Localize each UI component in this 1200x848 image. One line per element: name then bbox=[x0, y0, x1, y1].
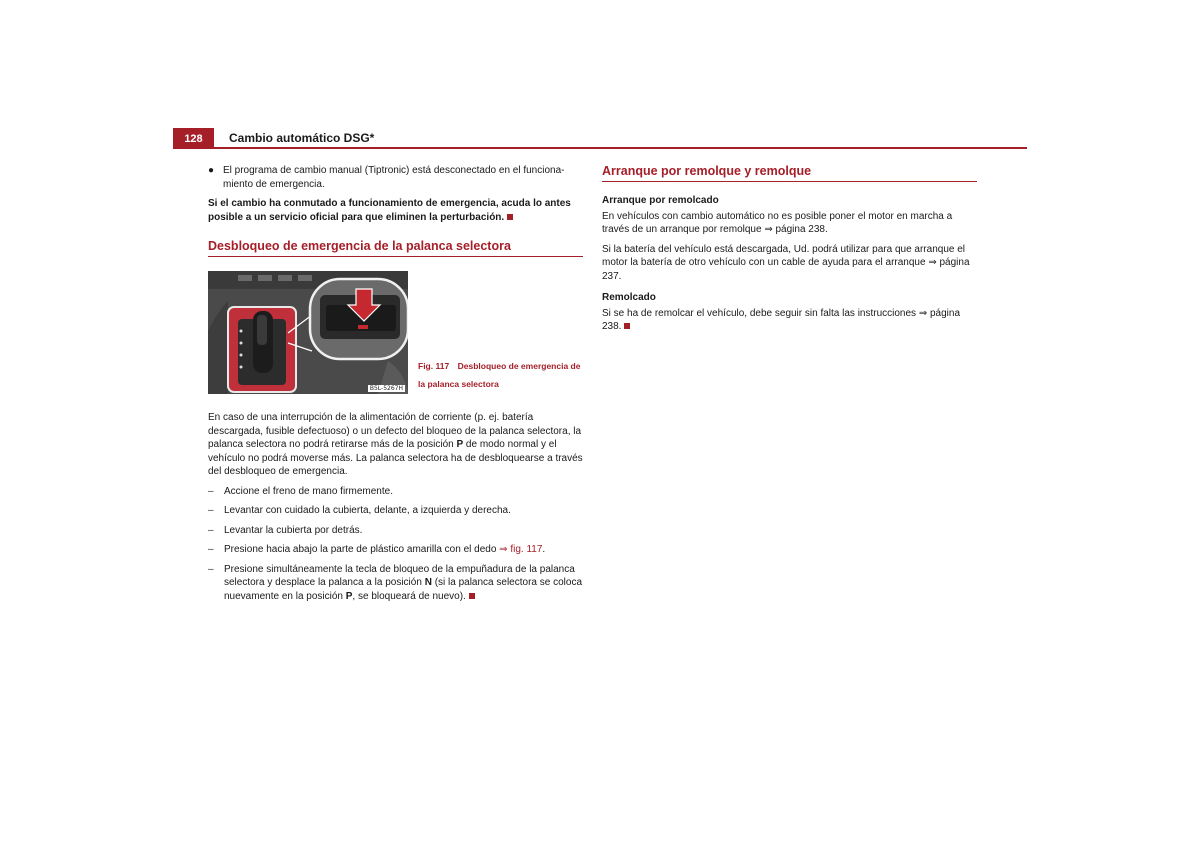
gear-selector-illustration bbox=[208, 271, 408, 394]
figure-caption bbox=[418, 356, 583, 392]
figure-caption-text: Desbloqueo de emergencia de la palanca selectora bbox=[418, 361, 581, 389]
step-text: Levantar la cubierta por detrás. bbox=[224, 524, 363, 536]
section-heading-desbloqueo: Desbloqueo de emergencia de la palanca selectora bbox=[208, 239, 583, 257]
end-mark-icon bbox=[624, 323, 630, 329]
section-heading-arranque: Arranque por remolque y remolque bbox=[602, 164, 977, 182]
warning-text: Si el cambio ha conmutado a funcionamiento de emergencia, acuda lo antes posible a un servicio oficial para que eliminen la perturbación. bbox=[208, 198, 571, 223]
step-text: Accione el freno de mano firmemente. bbox=[224, 485, 393, 497]
step-dash: – bbox=[208, 563, 214, 575]
right-column bbox=[602, 164, 977, 334]
bullet-text: El programa de cambio manual (Tiptronic) está desconectado en el funciona-miento de emergencia. bbox=[223, 165, 565, 190]
step-dash: – bbox=[208, 505, 214, 516]
step-item bbox=[208, 543, 583, 557]
step-text: Levantar con cuidado la cubierta, delante, a izquierda y derecha. bbox=[224, 505, 511, 516]
subheading-remolcado: Remolcado bbox=[602, 292, 656, 303]
bullet-item bbox=[208, 164, 583, 191]
page-number: 128 bbox=[173, 128, 214, 148]
bullet-icon: ● bbox=[208, 165, 215, 176]
figure-reference-link[interactable]: ⇒ fig. 117 bbox=[499, 544, 543, 555]
step-text: Presione simultáneamente la tecla de bloqueo de la empuñadura de la palanca selectora y desplace la palanca a la posición N (si la palanca selectora se coloca nuevamente en la posición P, se bloqueará de nuevo). bbox=[224, 563, 582, 602]
end-mark-icon bbox=[507, 214, 513, 220]
paragraph-remolcado: Si se ha de remolcar el vehículo, debe seguir sin falta las instrucciones ⇒ página 238. bbox=[602, 307, 961, 332]
header-rule bbox=[173, 147, 1027, 149]
subheading-arranque-remolcado: Arranque por remolcado bbox=[602, 195, 719, 206]
step-dash: – bbox=[208, 524, 214, 536]
end-mark-icon bbox=[469, 593, 475, 599]
step-item bbox=[208, 504, 583, 518]
paragraph-bateria: Si la batería del vehículo está descargada, Ud. podrá utilizar para que arranque el motor la batería de otro vehículo con un cable de ayuda para el arranque ⇒ página 237. bbox=[602, 243, 970, 282]
step-dash: – bbox=[208, 485, 214, 497]
paragraph-arranque: En vehículos con cambio automático no es posible poner el motor en marcha a través de un arranque por remolque ⇒ página 238. bbox=[602, 210, 953, 235]
left-column bbox=[208, 164, 583, 603]
figure-code: B5L-5267H bbox=[369, 385, 403, 392]
figure-caption-label: Fig. 117 bbox=[418, 361, 450, 371]
step-item bbox=[208, 563, 583, 604]
figure-block bbox=[208, 271, 583, 394]
intro-paragraph: En caso de una interrupción de la alimentación de corriente (p. ej. batería descargada, fusible defectuoso) o un defecto del bloqueo de la palanca selectora, la palanca selectora no podrá retirarse más de la posición P de modo normal y el vehículo no podrá moverse más. La palanca selectora ha de desbloquearse a través del desbloqueo de emergencia. bbox=[208, 412, 583, 477]
step-dash: – bbox=[208, 544, 214, 555]
step-text: Presione hacia abajo la parte de plástico amarilla con el dedo ⇒ fig. 117. bbox=[224, 544, 546, 555]
step-item bbox=[208, 524, 583, 538]
step-item bbox=[208, 485, 583, 499]
page-header-title: Cambio automático DSG* bbox=[229, 131, 375, 145]
figure-117-image bbox=[208, 271, 408, 394]
